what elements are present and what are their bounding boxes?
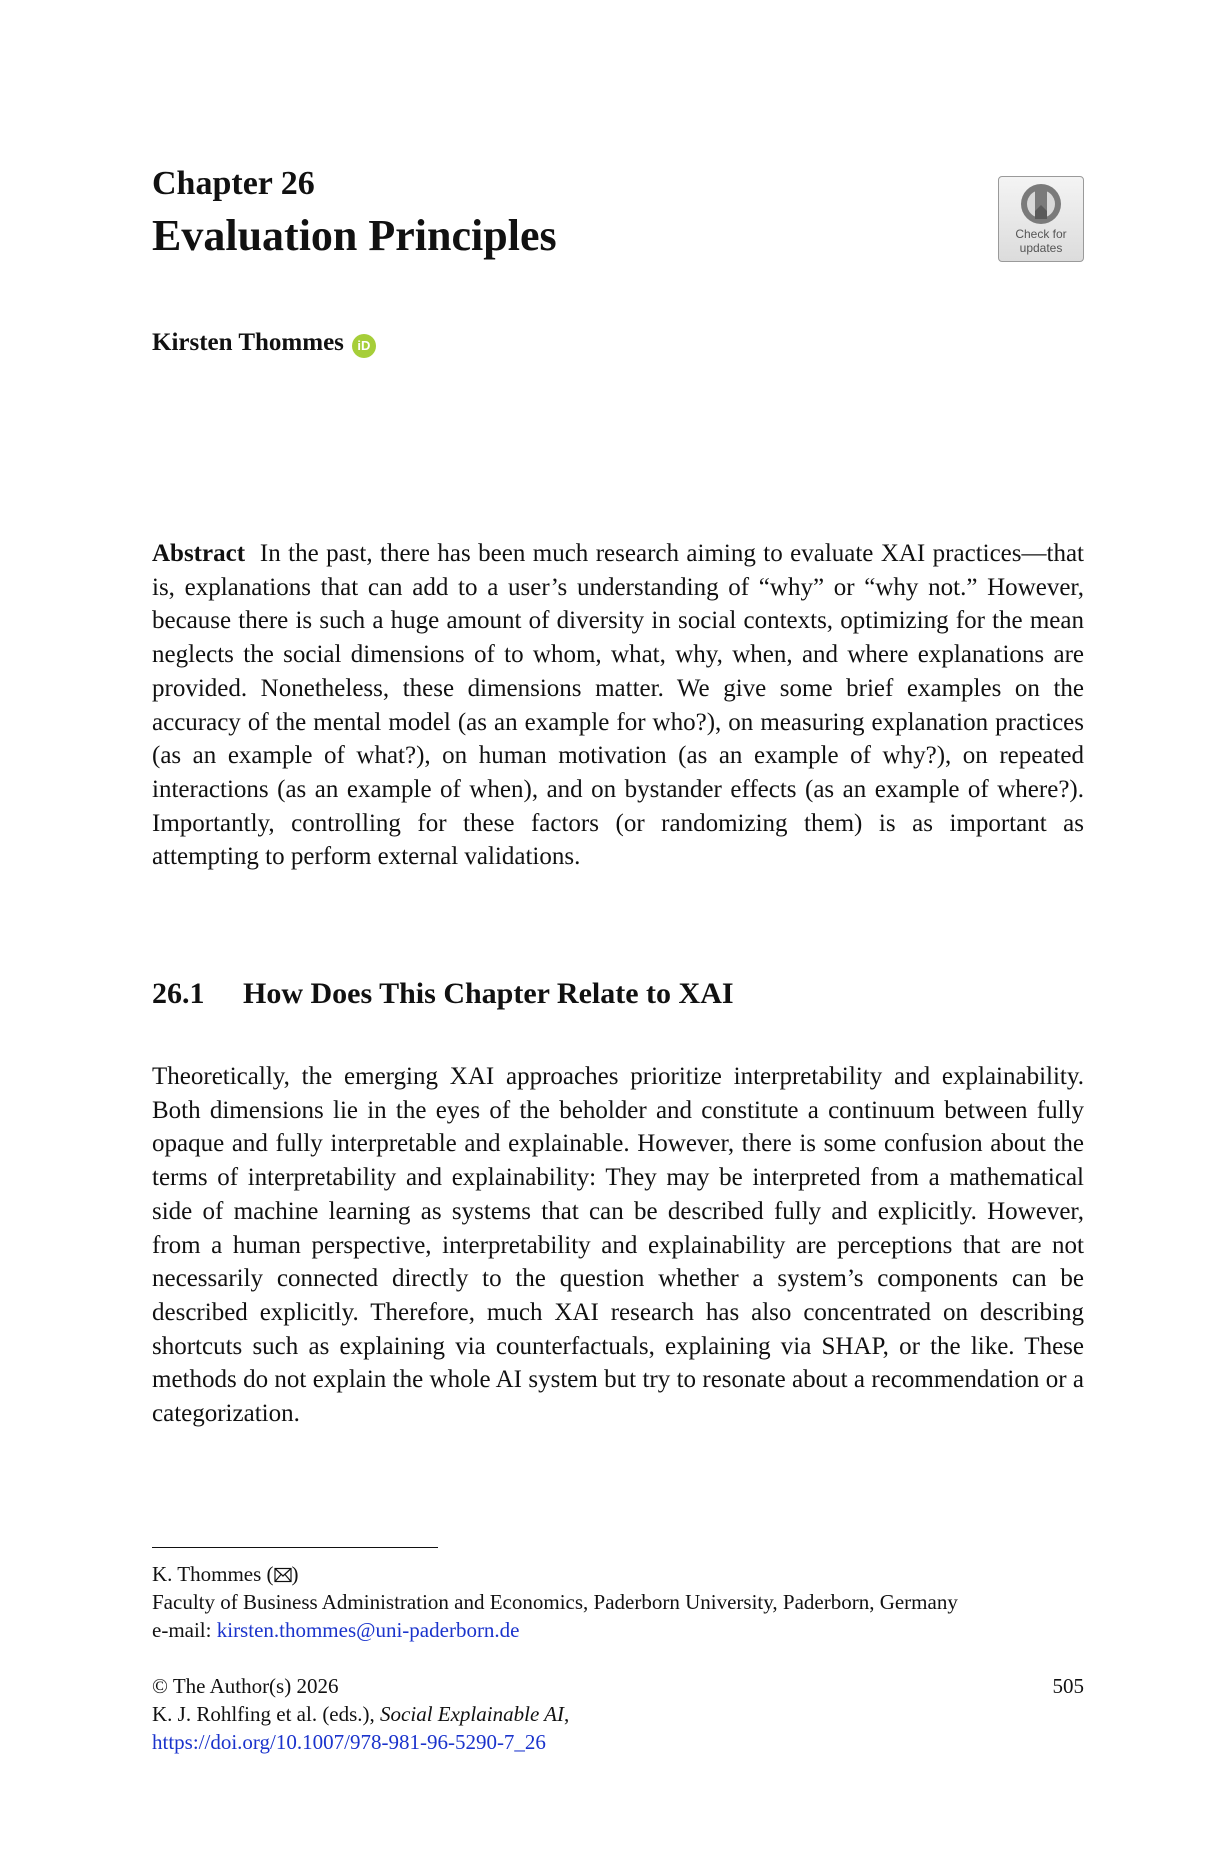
abstract: [152, 537, 1084, 874]
doi-link[interactable]: https://doi.org/10.1007/978-981-96-5290-7_26: [152, 1730, 546, 1754]
email-label: e-mail:: [152, 1618, 217, 1642]
envelope-icon: [274, 1567, 292, 1583]
footnote-name-end: ): [291, 1562, 299, 1586]
section-title: How Does This Chapter Relate to XAI: [243, 977, 734, 1010]
footnote-affiliation: Faculty of Business Administration and Economics, Paderborn University, Paderborn, Germany: [152, 1590, 958, 1614]
abstract-text: In the past, there has been much research aiming to evaluate XAI practices—that is, explanations that can add to a user’s understanding of “why” or “why not.” However, because there is such a huge amount of diversity in social contexts, optimizing for the mean neglects the social dimensions of to whom, what, why, when, and where explanations are provided. Nonetheless, these dimensions matter. We give some brief examples on the accuracy of the mental model (as an example for who?), on measuring explanation practices (as an example of what?), on human motivation (as an example of why?), on repeated interactions (as an example of when), and on bystander effects (as an example of where?). Importantly, controlling for these factors (or randomizing them) is as important as attempting to perform external validations.: [152, 540, 1084, 871]
chapter-title: Evaluation Principles: [152, 211, 557, 260]
author: [152, 328, 376, 358]
doi-line: [152, 1728, 1084, 1756]
chapter-label: Chapter 26: [152, 165, 315, 202]
copyright: © The Author(s) 2026: [152, 1674, 339, 1698]
book-citation: [152, 1700, 1084, 1728]
footnote-name: K. Thommes (: [152, 1562, 274, 1586]
footnote-author: [152, 1560, 1084, 1588]
badge-line-1: Check for: [1015, 227, 1067, 241]
badge-line-2: updates: [1019, 241, 1063, 255]
check-for-updates-button[interactable]: [998, 176, 1084, 262]
book-title: Social Explainable AI: [380, 1702, 564, 1726]
crossmark-icon: [1018, 181, 1064, 227]
email-link[interactable]: kirsten.thommes@uni-paderborn.de: [216, 1618, 520, 1642]
book-prefix: K. J. Rohlfing et al. (eds.),: [152, 1702, 381, 1726]
book-suffix: ,: [563, 1702, 570, 1726]
orcid-icon[interactable]: iD: [352, 334, 376, 358]
section-number: 26.1: [152, 977, 205, 1010]
footnote-email-line: [152, 1616, 1084, 1644]
footnote-divider: [152, 1547, 438, 1548]
abstract-label: Abstract: [152, 540, 246, 567]
author-name: Kirsten Thommes: [152, 329, 344, 356]
page-number: 505: [1052, 1674, 1084, 1698]
section-paragraph: Theoretically, the emerging XAI approaches prioritize interpretability and explainability. Both dimensions lie in the eyes of the beholder and constitute a continuum between fully opaque and fully interpretable and explainable. However, there is some confusion about the terms of interpretability and explainability: They may be interpreted from a mathematical side of machine learning as systems that can be described fully and explicitly. However, from a human perspective, interpretability and explainability are perceptions that are not necessarily connected directly to the question whether a system’s components can be described explicitly. Therefore, much XAI research has also concentrated on describing shortcuts such as explaining via counterfactuals, explaining via SHAP, or the like. These methods do not explain the whole AI system but try to resonate about a recommendation or a categorization.: [152, 1063, 1084, 1428]
section-heading: [152, 976, 734, 1012]
